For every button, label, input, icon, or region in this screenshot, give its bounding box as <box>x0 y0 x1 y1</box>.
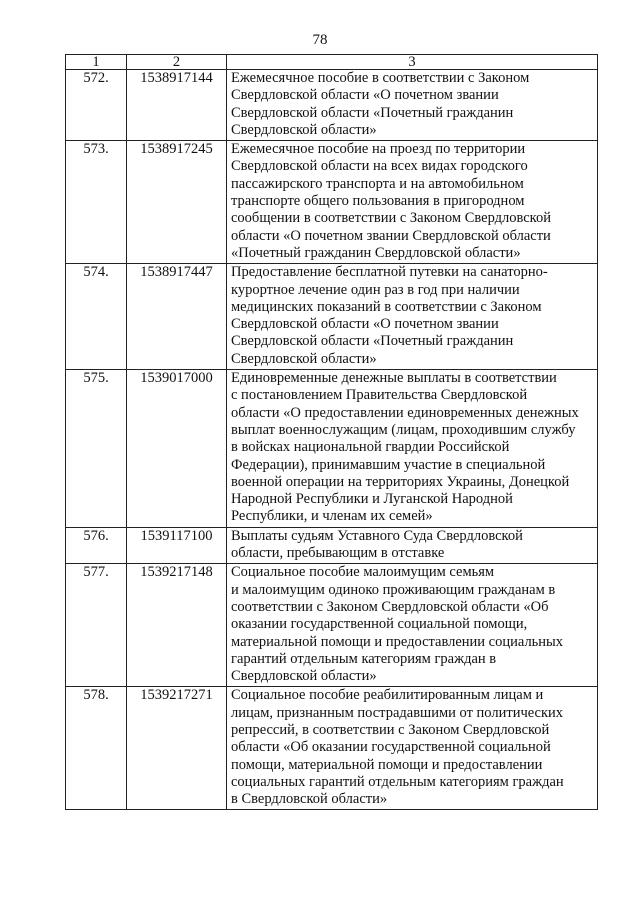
table-row <box>66 527 598 564</box>
row-code: 1539217148 <box>127 564 227 687</box>
table-row <box>66 564 598 687</box>
header-col-2: 2 <box>127 55 227 70</box>
row-number: 575. <box>66 370 127 528</box>
row-code: 1538917245 <box>127 141 227 264</box>
document-table <box>65 54 598 810</box>
table-row <box>66 141 598 264</box>
row-number: 577. <box>66 564 127 687</box>
row-description: Предоставление бесплатной путевки на санаторно- курортное лечение один раз в год при наличии медицинских показаний в соответствии с Законом Свердловской области «О почетном звании Свердловской области «Почетный гражданин Свердловской области» <box>227 264 598 370</box>
row-description: Ежемесячное пособие на проезд по территории Свердловской области на всех видах городского пассажирского транспорта и на автомобильном транспорте общего пользования в пригородном сообщении в соответствии с Законом Свердловской области «О почетном звании Свердловской области «Почетный гражданин Свердловской области» <box>227 141 598 264</box>
row-code: 1539117100 <box>127 527 227 564</box>
row-number: 573. <box>66 141 127 264</box>
row-number: 576. <box>66 527 127 564</box>
row-code: 1539017000 <box>127 370 227 528</box>
page-number: 78 <box>312 32 328 48</box>
row-number: 574. <box>66 264 127 370</box>
row-description: Социальное пособие реабилитированным лицам и лицам, признанным пострадавшими от политических репрессий, в соответствии с Законом Свердловской области «Об оказании государственной социальной помощи, материальной помощи и предоставлении социальных гарантий отдельным категориям граждан в Свердловской области» <box>227 687 598 810</box>
row-number: 578. <box>66 687 127 810</box>
table-row <box>66 264 598 370</box>
row-description: Единовременные денежные выплаты в соответствии с постановлением Правительства Свердловской области «О предоставлении единовременных денежных выплат военнослужащим (лицам, проходившим службу в войсках национальной гвардии Российской Федерации), принимавшим участие в специальной военной операции на территориях Украины, Донецкой Народной Республики и Луганской Народной Республики, и членам их семей» <box>227 370 598 528</box>
table-header-row <box>66 55 598 70</box>
row-description: Ежемесячное пособие в соответствии с Законом Свердловской области «О почетном звании Свердловской области «Почетный гражданин Свердловской области» <box>227 70 598 141</box>
row-description: Выплаты судьям Уставного Суда Свердловской области, пребывающим в отставке <box>227 527 598 564</box>
row-description: Социальное пособие малоимущим семьям и малоимущим одиноко проживающим гражданам в соответствии с Законом Свердловской области «Об оказании государственной социальной помощи, материальной помощи и предоставлении социальных гарантий отдельным категориям граждан в Свердловской области» <box>227 564 598 687</box>
row-code: 1539217271 <box>127 687 227 810</box>
table-row <box>66 370 598 528</box>
table-row <box>66 687 598 810</box>
row-number: 572. <box>66 70 127 141</box>
header-col-3: 3 <box>227 55 598 70</box>
table-row <box>66 70 598 141</box>
row-code: 1538917144 <box>127 70 227 141</box>
header-col-1: 1 <box>66 55 127 70</box>
row-code: 1538917447 <box>127 264 227 370</box>
